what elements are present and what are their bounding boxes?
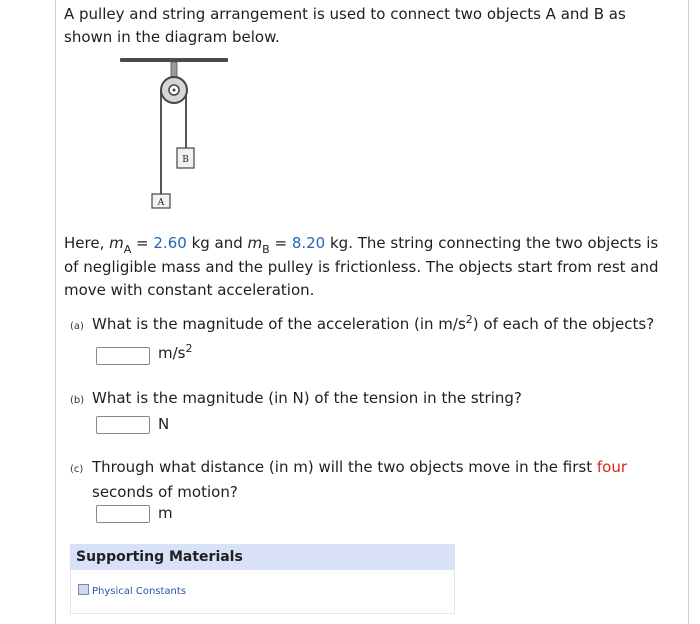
ceiling-bar	[120, 58, 228, 62]
mass-subscript-b: B	[262, 243, 270, 256]
intro-line-1: A pulley and string arrangement is used to connect two objects A and B as	[64, 5, 626, 23]
answer-b-input[interactable]	[96, 416, 150, 434]
given-here: Here,	[64, 234, 110, 252]
kg-and: kg and	[186, 234, 248, 252]
part-a-question-end: ) of each of the objects?	[472, 315, 655, 333]
given-rest-line1: kg. The string connecting the two objects is	[325, 234, 659, 252]
given-line-2: of negligible mass and the pulley is frictionless. The objects start from rest and	[64, 258, 659, 276]
physical-constants-link[interactable]	[78, 584, 186, 597]
question-c	[70, 456, 627, 503]
mass-b-value: 8.20	[291, 234, 326, 252]
answer-a-input[interactable]	[96, 347, 150, 365]
given-line-3: move with constant acceleration.	[64, 281, 315, 299]
physical-constants-label: Physical Constants	[92, 586, 187, 597]
equals-b: =	[269, 234, 292, 252]
given-paragraph	[64, 232, 659, 302]
part-a-question-sup: 2	[465, 313, 473, 326]
part-c-highlight: four	[596, 458, 627, 476]
unit-a-text: m/s	[158, 344, 186, 362]
mass-subscript-a: A	[123, 243, 132, 256]
mass-symbol-a: m	[109, 234, 124, 252]
intro-text	[64, 3, 626, 49]
part-b-question: What is the magnitude (in N) of the tension in the string?	[92, 389, 522, 407]
block-a-label: A	[157, 198, 165, 208]
intro-line-2: shown in the diagram below.	[64, 28, 280, 46]
part-a-question-start: What is the magnitude of the acceleration (in m/s	[92, 315, 466, 333]
question-a	[70, 313, 654, 338]
part-a-tag: (a)	[70, 321, 84, 332]
block-b-label: B	[182, 155, 189, 165]
answer-a-unit	[158, 344, 192, 362]
document-icon	[78, 584, 89, 595]
mass-a-value: 2.60	[153, 234, 187, 252]
question-b	[70, 387, 522, 412]
answer-b-unit: N	[158, 415, 170, 433]
part-b-tag: (b)	[70, 395, 85, 406]
part-c-tag: (c)	[70, 464, 84, 475]
answer-c-unit: m	[158, 504, 173, 522]
mass-symbol-b: m	[247, 234, 263, 252]
unit-a-sup: 2	[185, 342, 193, 355]
supporting-materials-heading: Supporting Materials	[70, 544, 455, 570]
answer-c-input[interactable]	[96, 505, 150, 523]
pulley-diagram	[116, 54, 232, 216]
pulley-axle-center	[173, 89, 176, 92]
equals-a: =	[131, 234, 154, 252]
part-c-question-line2: seconds of motion?	[92, 483, 238, 501]
part-c-question-start: Through what distance (in m) will the two objects move in the first	[92, 458, 597, 476]
